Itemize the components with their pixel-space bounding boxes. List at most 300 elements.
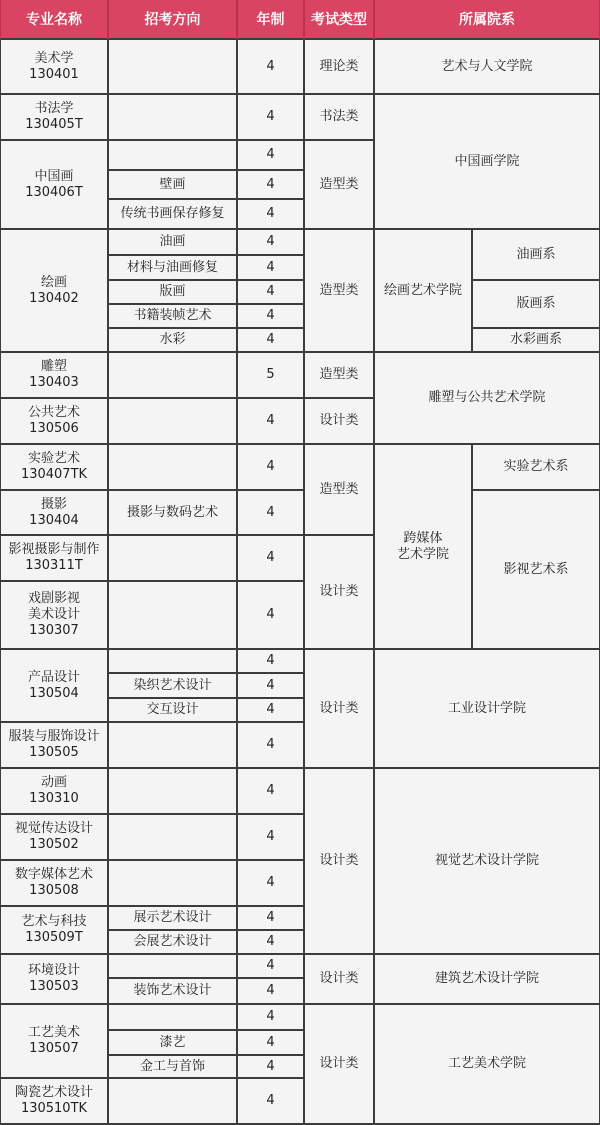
grid-line bbox=[237, 397, 305, 399]
grid-line bbox=[237, 905, 305, 907]
department-cell: 工业设计学院 bbox=[374, 649, 600, 768]
grid-line bbox=[237, 327, 305, 329]
grid-line bbox=[108, 1054, 238, 1056]
grid-line bbox=[236, 814, 238, 861]
grid-line bbox=[107, 954, 109, 979]
grid-line bbox=[237, 953, 305, 955]
major-cell: 实验艺术 130407TK bbox=[0, 444, 108, 490]
grid-line bbox=[0, 905, 109, 907]
grid-line bbox=[304, 228, 375, 230]
grid-line bbox=[236, 930, 238, 955]
grid-line bbox=[373, 1004, 375, 1125]
grid-line bbox=[107, 814, 109, 861]
major-cell: 戏剧影视 美术设计 130307 bbox=[0, 581, 108, 649]
grid-line bbox=[374, 953, 600, 955]
grid-line bbox=[108, 977, 238, 979]
grid-line bbox=[471, 280, 473, 329]
years-cell: 4 bbox=[237, 954, 304, 978]
grid-line bbox=[236, 1004, 238, 1031]
grid-line bbox=[303, 954, 305, 1005]
grid-line bbox=[373, 229, 375, 353]
major-cell: 工艺美术 130507 bbox=[0, 1004, 108, 1078]
major-cell: 中国画 130406T bbox=[0, 140, 108, 229]
header-exam-type: 考试类型 bbox=[304, 0, 374, 39]
grid-line bbox=[108, 648, 238, 650]
grid-line bbox=[0, 489, 109, 491]
grid-line bbox=[236, 280, 238, 305]
grid-line bbox=[374, 228, 473, 230]
grid-line bbox=[108, 443, 238, 445]
grid-line bbox=[237, 351, 305, 353]
grid-line bbox=[0, 768, 1, 815]
years-cell: 4 bbox=[237, 978, 304, 1004]
grid-line bbox=[237, 38, 305, 40]
grid-line bbox=[236, 722, 238, 769]
grid-line bbox=[236, 94, 238, 141]
years-cell: 4 bbox=[237, 1078, 304, 1124]
grid-line bbox=[0, 228, 109, 230]
grid-line bbox=[0, 859, 109, 861]
grid-line bbox=[0, 39, 1, 95]
direction-cell: 传统书画保存修复 bbox=[108, 199, 237, 229]
grid-line bbox=[0, 1077, 109, 1079]
grid-line bbox=[236, 444, 238, 491]
header-divider bbox=[0, 0, 1, 39]
exam-type-cell: 设计类 bbox=[304, 1004, 374, 1124]
direction-cell: 会展艺术设计 bbox=[108, 930, 237, 954]
grid-line bbox=[236, 954, 238, 979]
grid-line bbox=[374, 443, 473, 445]
years-cell: 4 bbox=[237, 673, 304, 698]
years-cell: 5 bbox=[237, 352, 304, 398]
grid-line bbox=[108, 93, 238, 95]
grid-line bbox=[0, 767, 109, 769]
grid-line bbox=[107, 94, 109, 141]
grid-line bbox=[107, 1055, 109, 1079]
grid-line bbox=[304, 139, 375, 141]
grid-line bbox=[108, 1077, 238, 1079]
grid-line bbox=[236, 398, 238, 445]
years-cell: 4 bbox=[237, 860, 304, 906]
direction-cell: 版画 bbox=[108, 280, 237, 304]
years-cell: 4 bbox=[237, 930, 304, 954]
grid-line bbox=[0, 397, 109, 399]
header-divider bbox=[107, 0, 109, 39]
grid-line bbox=[303, 768, 305, 955]
grid-line bbox=[108, 1029, 238, 1031]
major-cell: 数字媒体艺术 130508 bbox=[0, 860, 108, 906]
grid-line bbox=[107, 444, 109, 491]
grid-line bbox=[0, 94, 1, 141]
grid-line bbox=[108, 279, 238, 281]
grid-line bbox=[303, 140, 305, 230]
grid-line bbox=[107, 768, 109, 815]
exam-type-cell: 设计类 bbox=[304, 398, 374, 444]
exam-type-cell: 理论类 bbox=[304, 39, 374, 94]
grid-line bbox=[107, 906, 109, 931]
major-cell: 影视摄影与制作 130311T bbox=[0, 535, 108, 581]
grid-line bbox=[373, 649, 375, 769]
header-divider bbox=[236, 0, 238, 39]
grid-line bbox=[107, 199, 109, 230]
grid-line bbox=[107, 1004, 109, 1031]
faculty-cell: 实验艺术系 bbox=[472, 444, 600, 490]
faculty-cell: 水彩画系 bbox=[472, 328, 600, 352]
grid-line bbox=[236, 649, 238, 674]
grid-line bbox=[0, 93, 109, 95]
years-cell: 4 bbox=[237, 768, 304, 814]
direction-cell: 书籍装帧艺术 bbox=[108, 304, 237, 328]
grid-line bbox=[0, 140, 1, 230]
direction-cell: 装饰艺术设计 bbox=[108, 978, 237, 1004]
grid-line bbox=[374, 93, 600, 95]
grid-line bbox=[236, 140, 238, 171]
grid-line bbox=[107, 328, 109, 353]
grid-line bbox=[108, 672, 238, 674]
grid-line bbox=[0, 1004, 1, 1079]
grid-line bbox=[107, 39, 109, 95]
grid-line bbox=[0, 813, 109, 815]
grid-line bbox=[0, 398, 1, 445]
grid-line bbox=[0, 535, 1, 582]
grid-line bbox=[0, 490, 1, 536]
grid-line bbox=[374, 767, 600, 769]
grid-line bbox=[237, 721, 305, 723]
grid-line bbox=[237, 1077, 305, 1079]
direction-cell bbox=[108, 649, 237, 673]
grid-line bbox=[0, 534, 109, 536]
grid-line bbox=[0, 229, 1, 353]
header-direction: 招考方向 bbox=[108, 0, 237, 39]
direction-cell bbox=[108, 860, 237, 906]
years-cell: 4 bbox=[237, 444, 304, 490]
grid-line bbox=[0, 954, 1, 1005]
grid-line bbox=[108, 767, 238, 769]
grid-line bbox=[108, 327, 238, 329]
faculty-cell: 版画系 bbox=[472, 280, 600, 328]
grid-line bbox=[107, 352, 109, 399]
grid-line bbox=[0, 351, 109, 353]
years-cell: 4 bbox=[237, 280, 304, 304]
grid-line bbox=[108, 489, 238, 491]
department-cell: 中国画学院 bbox=[374, 94, 600, 229]
grid-line bbox=[236, 39, 238, 95]
grid-line bbox=[303, 352, 305, 399]
grid-line bbox=[107, 698, 109, 723]
grid-line bbox=[303, 444, 305, 536]
grid-line bbox=[237, 672, 305, 674]
grid-line bbox=[0, 814, 1, 861]
grid-line bbox=[107, 304, 109, 329]
grid-line bbox=[0, 721, 109, 723]
grid-line bbox=[471, 490, 473, 650]
grid-line bbox=[237, 1003, 305, 1005]
grid-line bbox=[236, 673, 238, 699]
grid-line bbox=[373, 768, 375, 955]
header-years: 年制 bbox=[237, 0, 304, 39]
grid-line bbox=[472, 489, 600, 491]
grid-line bbox=[108, 929, 238, 931]
grid-line bbox=[108, 169, 238, 171]
direction-cell: 水彩 bbox=[108, 328, 237, 352]
grid-line bbox=[0, 443, 109, 445]
grid-line bbox=[0, 581, 1, 650]
direction-cell bbox=[108, 954, 237, 978]
grid-line bbox=[107, 860, 109, 907]
grid-line bbox=[107, 535, 109, 582]
grid-line bbox=[374, 38, 600, 40]
grid-line bbox=[237, 169, 305, 171]
grid-line bbox=[304, 93, 375, 95]
grid-line bbox=[304, 351, 375, 353]
grid-line bbox=[107, 490, 109, 536]
direction-cell bbox=[108, 581, 237, 649]
grid-line bbox=[107, 978, 109, 1005]
grid-line bbox=[236, 535, 238, 582]
grid-line bbox=[107, 280, 109, 305]
grid-line bbox=[107, 229, 109, 256]
grid-line bbox=[237, 254, 305, 256]
grid-line bbox=[304, 397, 375, 399]
years-cell: 4 bbox=[237, 39, 304, 94]
grid-line bbox=[107, 649, 109, 674]
grid-line bbox=[107, 673, 109, 699]
major-cell: 美术学 130401 bbox=[0, 39, 108, 94]
direction-cell: 壁画 bbox=[108, 170, 237, 199]
exam-type-cell: 造型类 bbox=[304, 229, 374, 352]
grid-line bbox=[0, 139, 109, 141]
direction-cell bbox=[108, 39, 237, 94]
grid-line bbox=[236, 255, 238, 281]
grid-line bbox=[237, 648, 305, 650]
grid-line bbox=[237, 697, 305, 699]
grid-line bbox=[472, 228, 600, 230]
grid-line bbox=[237, 489, 305, 491]
grid-line bbox=[108, 721, 238, 723]
years-cell: 4 bbox=[237, 581, 304, 649]
grid-line bbox=[108, 1003, 238, 1005]
header-divider bbox=[303, 0, 305, 39]
header-major: 专业名称 bbox=[0, 0, 108, 39]
exam-type-cell: 造型类 bbox=[304, 352, 374, 398]
major-cell: 雕塑 130403 bbox=[0, 352, 108, 398]
grid-line bbox=[108, 859, 238, 861]
major-cell: 产品设计 130504 bbox=[0, 649, 108, 722]
major-cell: 动画 130310 bbox=[0, 768, 108, 814]
grid-line bbox=[0, 860, 1, 907]
grid-line bbox=[0, 352, 1, 399]
grid-line bbox=[107, 140, 109, 171]
exam-type-cell: 设计类 bbox=[304, 954, 374, 1004]
college-cell: 绘画艺术学院 bbox=[374, 229, 472, 352]
major-cell: 陶瓷艺术设计 130510TK bbox=[0, 1078, 108, 1124]
grid-line bbox=[0, 648, 109, 650]
direction-cell bbox=[108, 768, 237, 814]
years-cell: 4 bbox=[237, 94, 304, 140]
grid-line bbox=[108, 303, 238, 305]
grid-line bbox=[373, 39, 375, 95]
grid-line bbox=[304, 1003, 375, 1005]
grid-line bbox=[236, 581, 238, 650]
grid-line bbox=[0, 906, 1, 955]
grid-line bbox=[237, 228, 305, 230]
grid-line bbox=[303, 94, 305, 141]
grid-line bbox=[107, 255, 109, 281]
grid-line bbox=[108, 198, 238, 200]
direction-cell bbox=[108, 814, 237, 860]
exam-type-cell: 设计类 bbox=[304, 768, 374, 954]
grid-line bbox=[0, 953, 109, 955]
grid-line bbox=[236, 768, 238, 815]
years-cell: 4 bbox=[237, 1055, 304, 1078]
grid-line bbox=[237, 443, 305, 445]
years-cell: 4 bbox=[237, 906, 304, 930]
grid-line bbox=[107, 722, 109, 769]
years-cell: 4 bbox=[237, 698, 304, 722]
direction-cell: 展示艺术设计 bbox=[108, 906, 237, 930]
grid-line bbox=[236, 328, 238, 353]
faculty-cell: 油画系 bbox=[472, 229, 600, 280]
grid-line bbox=[108, 139, 238, 141]
direction-cell bbox=[108, 722, 237, 768]
grid-line bbox=[374, 648, 600, 650]
exam-type-cell: 设计类 bbox=[304, 649, 374, 768]
grid-line bbox=[108, 905, 238, 907]
grid-line bbox=[236, 978, 238, 1005]
direction-cell bbox=[108, 94, 237, 140]
grid-line bbox=[108, 697, 238, 699]
direction-cell bbox=[108, 1004, 237, 1030]
grid-line bbox=[472, 327, 600, 329]
grid-line bbox=[374, 351, 600, 353]
grid-line bbox=[107, 581, 109, 650]
grid-line bbox=[373, 954, 375, 1005]
department-cell: 艺术与人文学院 bbox=[374, 39, 600, 94]
grid-line bbox=[108, 228, 238, 230]
grid-line bbox=[237, 767, 305, 769]
major-cell: 书法学 130405T bbox=[0, 94, 108, 140]
grid-line bbox=[236, 698, 238, 723]
grid-line bbox=[107, 170, 109, 200]
direction-cell bbox=[108, 535, 237, 581]
major-cell: 艺术与科技 130509T bbox=[0, 906, 108, 954]
direction-cell: 油画 bbox=[108, 229, 237, 255]
exam-type-cell: 造型类 bbox=[304, 444, 374, 535]
grid-line bbox=[108, 397, 238, 399]
grid-line bbox=[237, 198, 305, 200]
grid-line bbox=[373, 444, 375, 650]
years-cell: 4 bbox=[237, 722, 304, 768]
department-cell: 视觉艺术设计学院 bbox=[374, 768, 600, 954]
years-cell: 4 bbox=[237, 649, 304, 673]
grid-line bbox=[107, 930, 109, 955]
grid-line bbox=[237, 977, 305, 979]
grid-line bbox=[304, 534, 375, 536]
grid-line bbox=[303, 229, 305, 353]
grid-line bbox=[236, 1078, 238, 1125]
years-cell: 4 bbox=[237, 535, 304, 581]
department-cell: 建筑艺术设计学院 bbox=[374, 954, 600, 1004]
grid-line bbox=[304, 443, 375, 445]
direction-cell: 染织艺术设计 bbox=[108, 673, 237, 698]
grid-line bbox=[107, 1078, 109, 1125]
grid-line bbox=[237, 1029, 305, 1031]
years-cell: 4 bbox=[237, 490, 304, 535]
grid-line bbox=[0, 1003, 109, 1005]
grid-line bbox=[108, 534, 238, 536]
years-cell: 4 bbox=[237, 199, 304, 229]
grid-line bbox=[0, 722, 1, 769]
direction-cell bbox=[108, 140, 237, 170]
years-cell: 4 bbox=[237, 140, 304, 170]
direction-cell bbox=[108, 444, 237, 490]
years-cell: 4 bbox=[237, 170, 304, 199]
grid-line bbox=[303, 535, 305, 650]
grid-line bbox=[236, 170, 238, 200]
grid-line bbox=[303, 398, 305, 445]
grid-line bbox=[237, 279, 305, 281]
grid-line bbox=[471, 229, 473, 281]
grid-line bbox=[373, 94, 375, 230]
years-cell: 4 bbox=[237, 304, 304, 328]
years-cell: 4 bbox=[237, 814, 304, 860]
direction-cell: 漆艺 bbox=[108, 1030, 237, 1055]
grid-line bbox=[0, 444, 1, 491]
grid-line bbox=[108, 38, 238, 40]
department-cell: 工艺美术学院 bbox=[374, 1004, 600, 1124]
grid-line bbox=[237, 303, 305, 305]
grid-line bbox=[108, 813, 238, 815]
grid-line bbox=[237, 139, 305, 141]
grid-line bbox=[108, 953, 238, 955]
grid-line bbox=[236, 490, 238, 536]
direction-cell: 金工与首饰 bbox=[108, 1055, 237, 1078]
grid-line bbox=[107, 398, 109, 445]
grid-line bbox=[373, 352, 375, 445]
major-cell: 公共艺术 130506 bbox=[0, 398, 108, 444]
grid-line bbox=[0, 580, 109, 582]
grid-line bbox=[108, 254, 238, 256]
college-cell: 跨媒体 艺术学院 bbox=[374, 444, 472, 649]
years-cell: 4 bbox=[237, 1004, 304, 1030]
grid-line bbox=[236, 1055, 238, 1079]
grid-line bbox=[374, 1003, 600, 1005]
grid-line bbox=[303, 1004, 305, 1125]
grid-line bbox=[237, 534, 305, 536]
grid-line bbox=[471, 328, 473, 353]
grid-line bbox=[236, 304, 238, 329]
major-cell: 服装与服饰设计 130505 bbox=[0, 722, 108, 768]
grid-line bbox=[237, 813, 305, 815]
direction-cell: 摄影与数码艺术 bbox=[108, 490, 237, 535]
years-cell: 4 bbox=[237, 229, 304, 255]
department-cell: 雕塑与公共艺术学院 bbox=[374, 352, 600, 444]
header-department: 所属院系 bbox=[374, 0, 600, 39]
years-cell: 4 bbox=[237, 255, 304, 280]
grid-line bbox=[237, 93, 305, 95]
grid-line bbox=[304, 953, 375, 955]
grid-line bbox=[303, 39, 305, 95]
direction-cell bbox=[108, 1078, 237, 1124]
major-cell: 环境设计 130503 bbox=[0, 954, 108, 1004]
grid-line bbox=[108, 351, 238, 353]
direction-cell: 交互设计 bbox=[108, 698, 237, 722]
years-cell: 4 bbox=[237, 328, 304, 352]
grid-line bbox=[0, 649, 1, 723]
direction-cell: 材料与油画修复 bbox=[108, 255, 237, 280]
grid-line bbox=[0, 1078, 1, 1125]
grid-line bbox=[304, 648, 375, 650]
